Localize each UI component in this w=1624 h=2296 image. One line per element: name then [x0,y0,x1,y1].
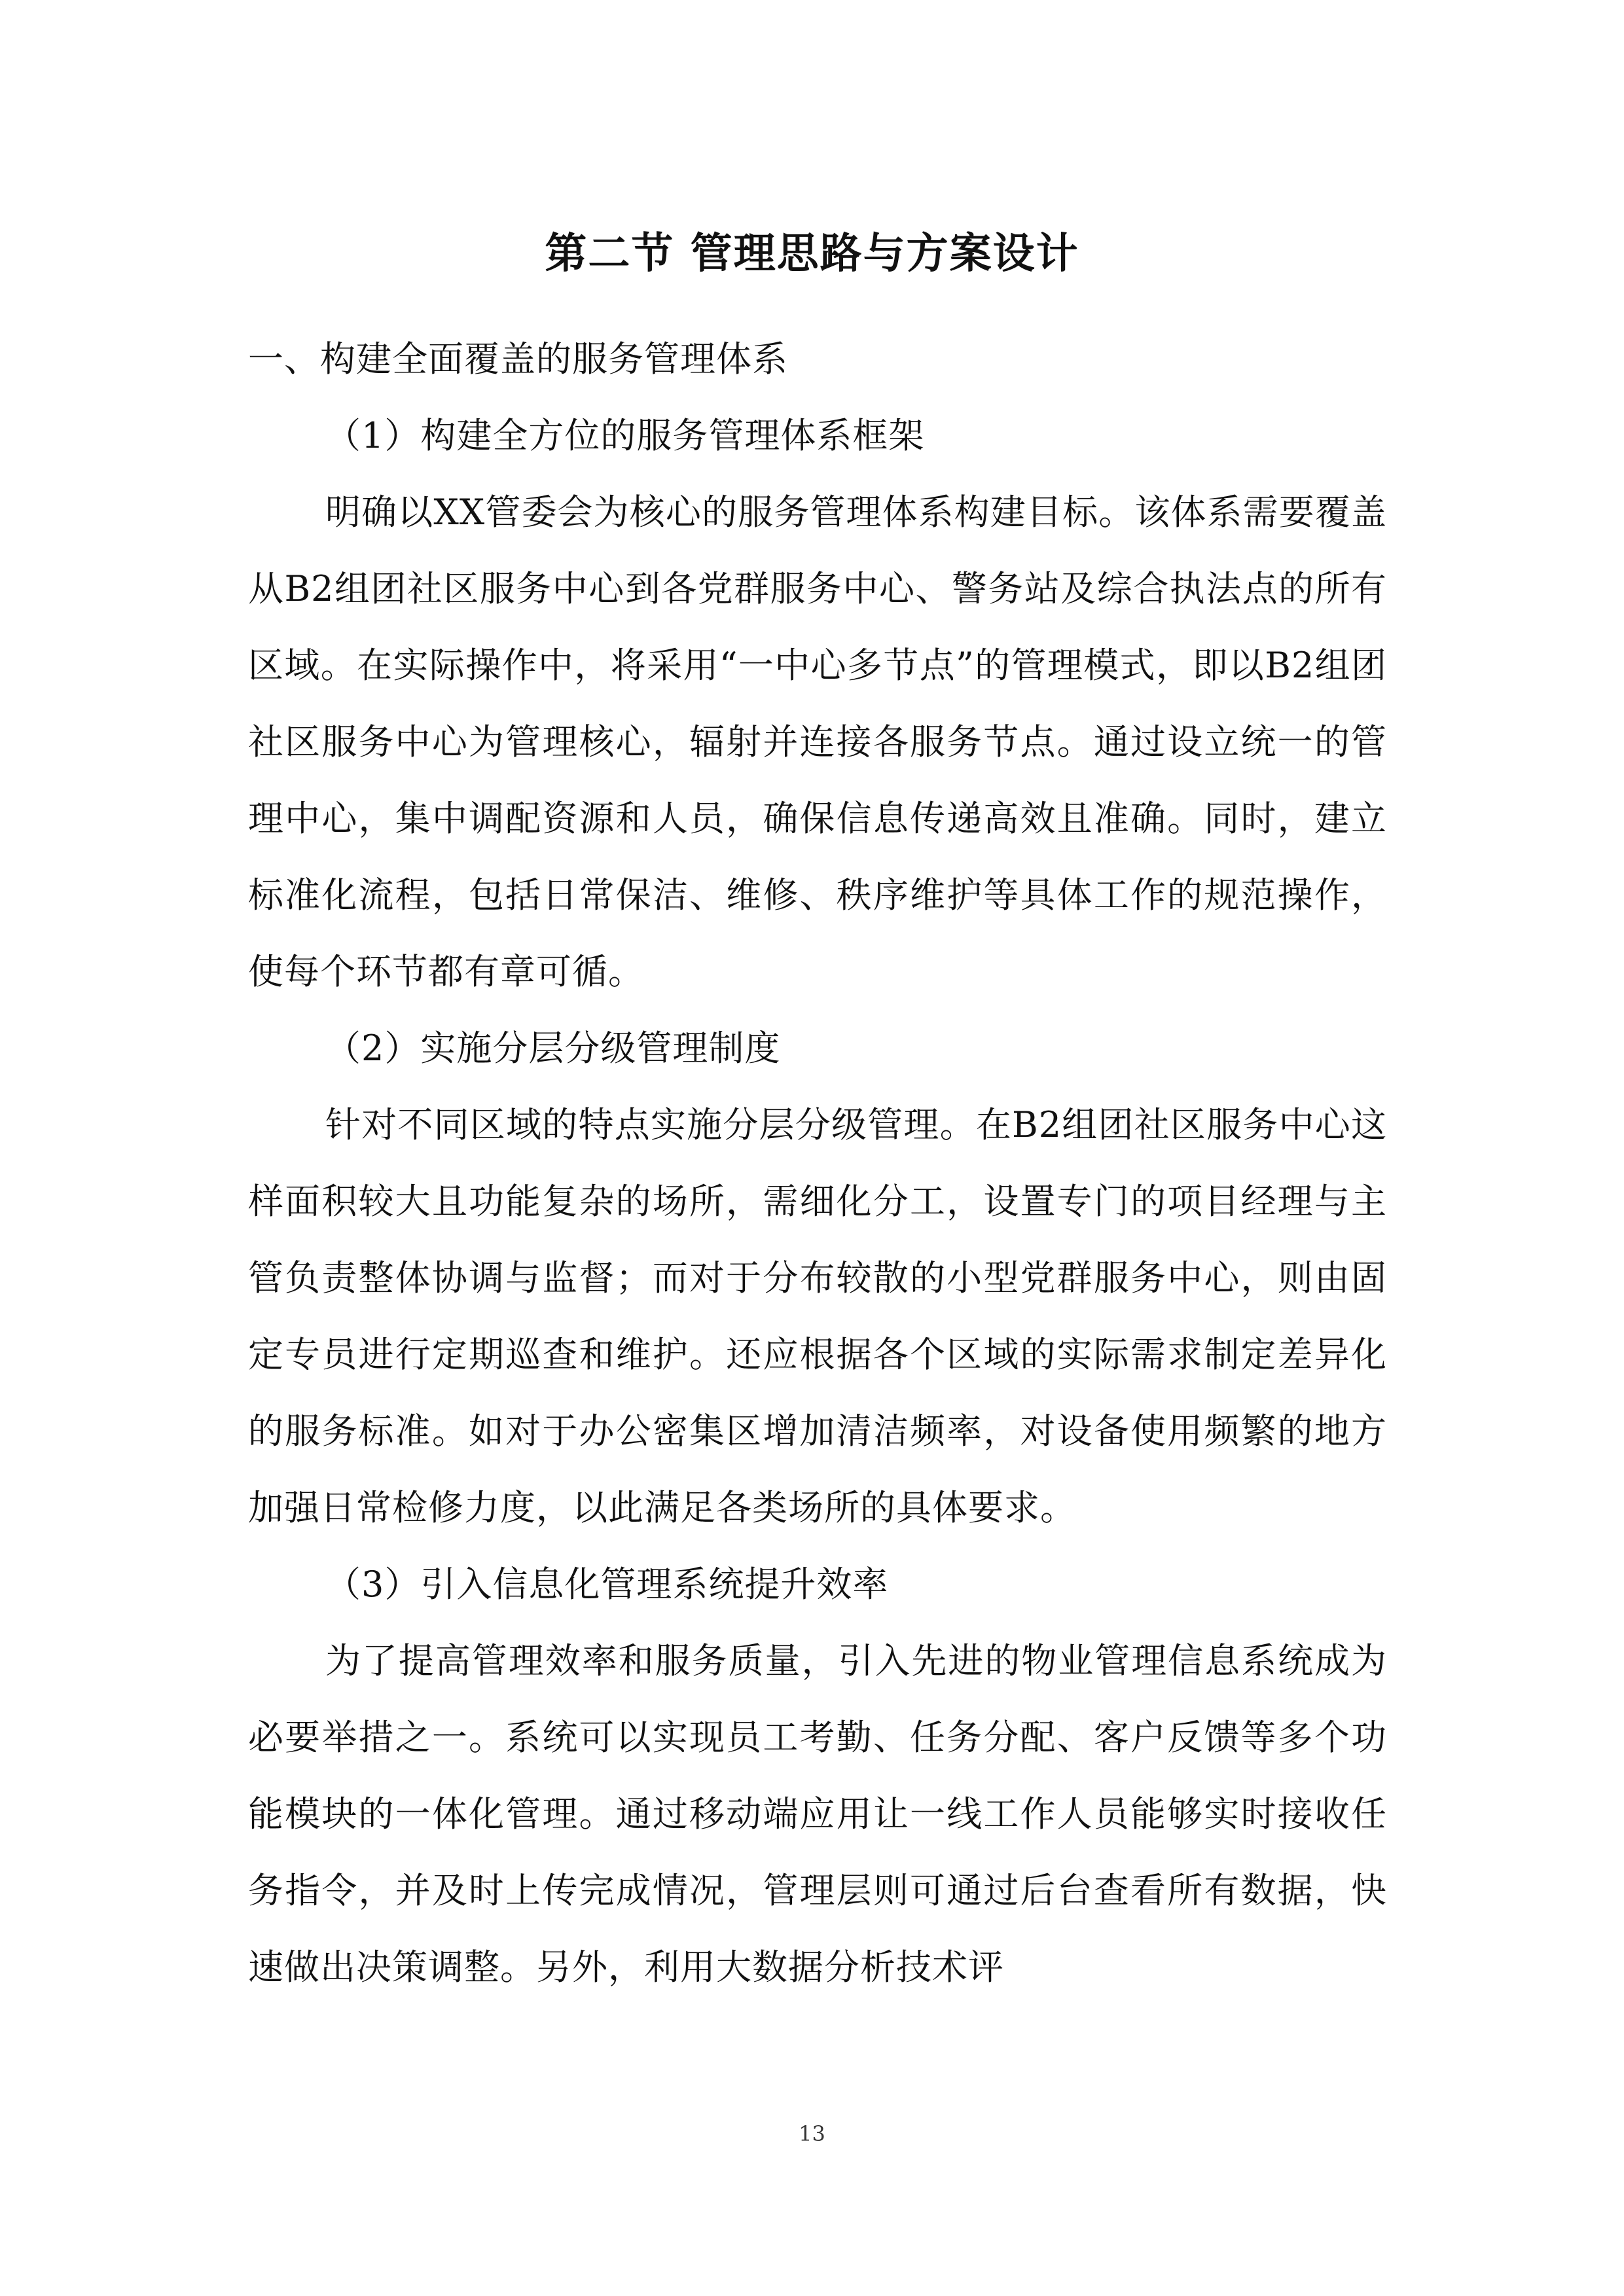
section-title: 第二节 管理思路与方案设计 [545,229,1079,278]
section-heading-1: 一、构建全面覆盖的服务管理体系 [248,338,788,380]
subsection-heading-1: （1）构建全方位的服务管理体系框架 [325,415,925,456]
subsection-paragraph-2: 针对不同区域的特点实施分层分级管理。在B2组团社区服务中心这样面积较大且功能复杂的场所，需细化分工，设置专门的项目经理与主管负责整体协调与监督；而对于分布较散的小型党群服务中心，则由固定专员进行定期巡查和维护。还应根据各个区域的实际需求制定差异化的服务标准。如对于办公密集区增加清洁频率，对设备使用频繁的地方加强日常检修力度，以此满足各类场所的具体要求。 [248,1104,1387,1528]
section-content [248,397,1387,2005]
page-number: 13 [799,2121,825,2146]
subsection-paragraph-1: 明确以XX管委会为核心的服务管理体系构建目标。该体系需要覆盖从B2组团社区服务中心到各党群服务中心、警务站及综合执法点的所有区域。在实际操作中，将采用“一中心多节点”的管理模式，即以B2组团社区服务中心为管理核心，辐射并连接各服务节点。通过设立统一的管理中心，集中调配资源和人员，确保信息传递高效且准确。同时，建立标准化流程，包括日常保洁、维修、秩序维护等具体工作的规范操作，使每个环节都有章可循。 [248,492,1387,992]
subsection-heading-3: （3）引入信息化管理系统提升效率 [325,1564,889,1605]
subsection-paragraph-3: 为了提高管理效率和服务质量，引入先进的物业管理信息系统成为必要举措之一。系统可以实现员工考勤、任务分配、客户反馈等多个功能模块的一体化管理。通过移动端应用让一线工作人员能够实时接收任务指令，并及时上传完成情况，管理层则可通过后台查看所有数据，快速做出决策调整。另外，利用大数据分析技术评 [248,1640,1387,1988]
subsection-heading-2: （2）实施分层分级管理制度 [325,1028,781,1069]
